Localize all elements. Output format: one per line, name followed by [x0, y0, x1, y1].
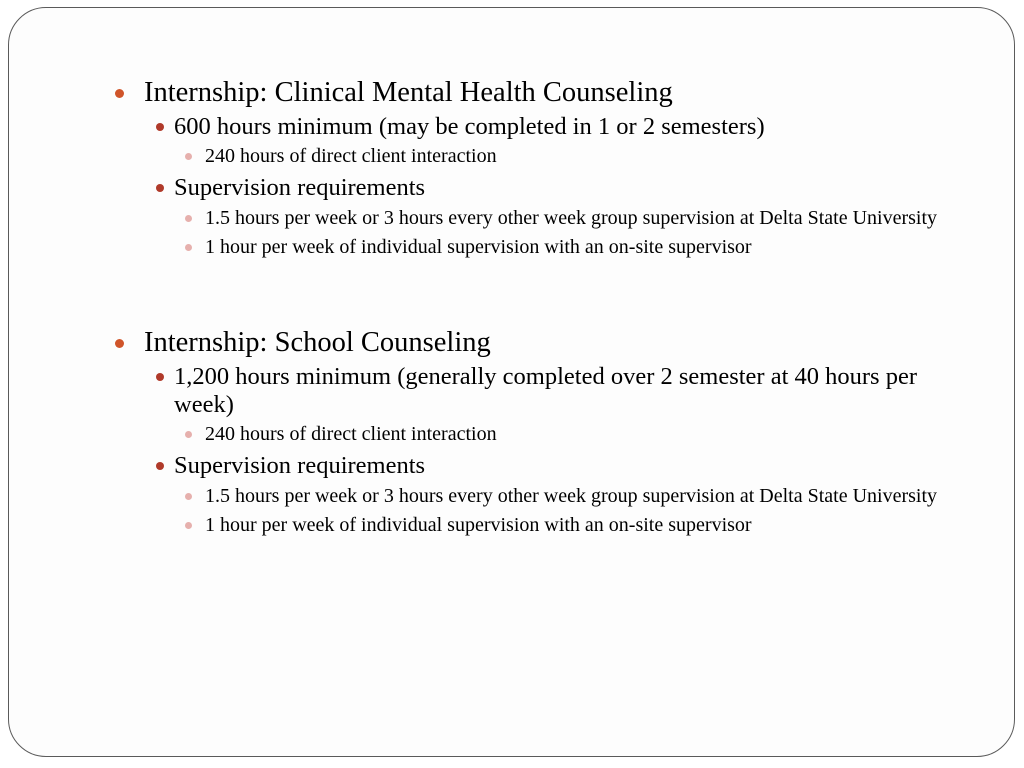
individual-supervision-item — [0, 236, 964, 259]
hours-item — [0, 113, 964, 141]
hours-item — [0, 363, 964, 419]
hours-text: 600 hours minimum (may be completed in 1 or 2 semesters) — [174, 113, 765, 140]
supervision-item — [0, 452, 964, 480]
individual-supervision-item — [0, 514, 964, 537]
group-supervision-text: 1.5 hours per week or 3 hours every other week group supervision at Delta State University — [205, 485, 938, 507]
hours-text: 1,200 hours minimum (generally completed over 2 semester at 40 hours per week) — [174, 363, 917, 418]
direct-hours-item — [0, 423, 964, 446]
group-supervision-text: 1.5 hours per week or 3 hours every other week group supervision at Delta State University — [205, 207, 938, 229]
section-heading — [0, 76, 964, 110]
supervision-item — [0, 174, 964, 202]
direct-hours-text: 240 hours of direct client interaction — [205, 145, 497, 167]
section-heading-text: Internship: School Counseling — [144, 327, 491, 358]
supervision-text: Supervision requirements — [174, 174, 426, 201]
section-school — [0, 326, 964, 537]
supervision-text: Supervision requirements — [174, 452, 426, 479]
group-supervision-item — [0, 485, 964, 508]
direct-hours-item — [0, 145, 964, 168]
direct-hours-text: 240 hours of direct client interaction — [205, 423, 497, 445]
individual-supervision-text: 1 hour per week of individual supervision with an on-site supervisor — [205, 514, 752, 536]
group-supervision-item — [0, 207, 964, 230]
section-heading-text: Internship: Clinical Mental Health Counseling — [144, 77, 673, 108]
section-heading — [0, 326, 964, 360]
individual-supervision-text: 1 hour per week of individual supervision with an on-site supervisor — [205, 236, 752, 258]
section-clinical — [0, 76, 964, 259]
